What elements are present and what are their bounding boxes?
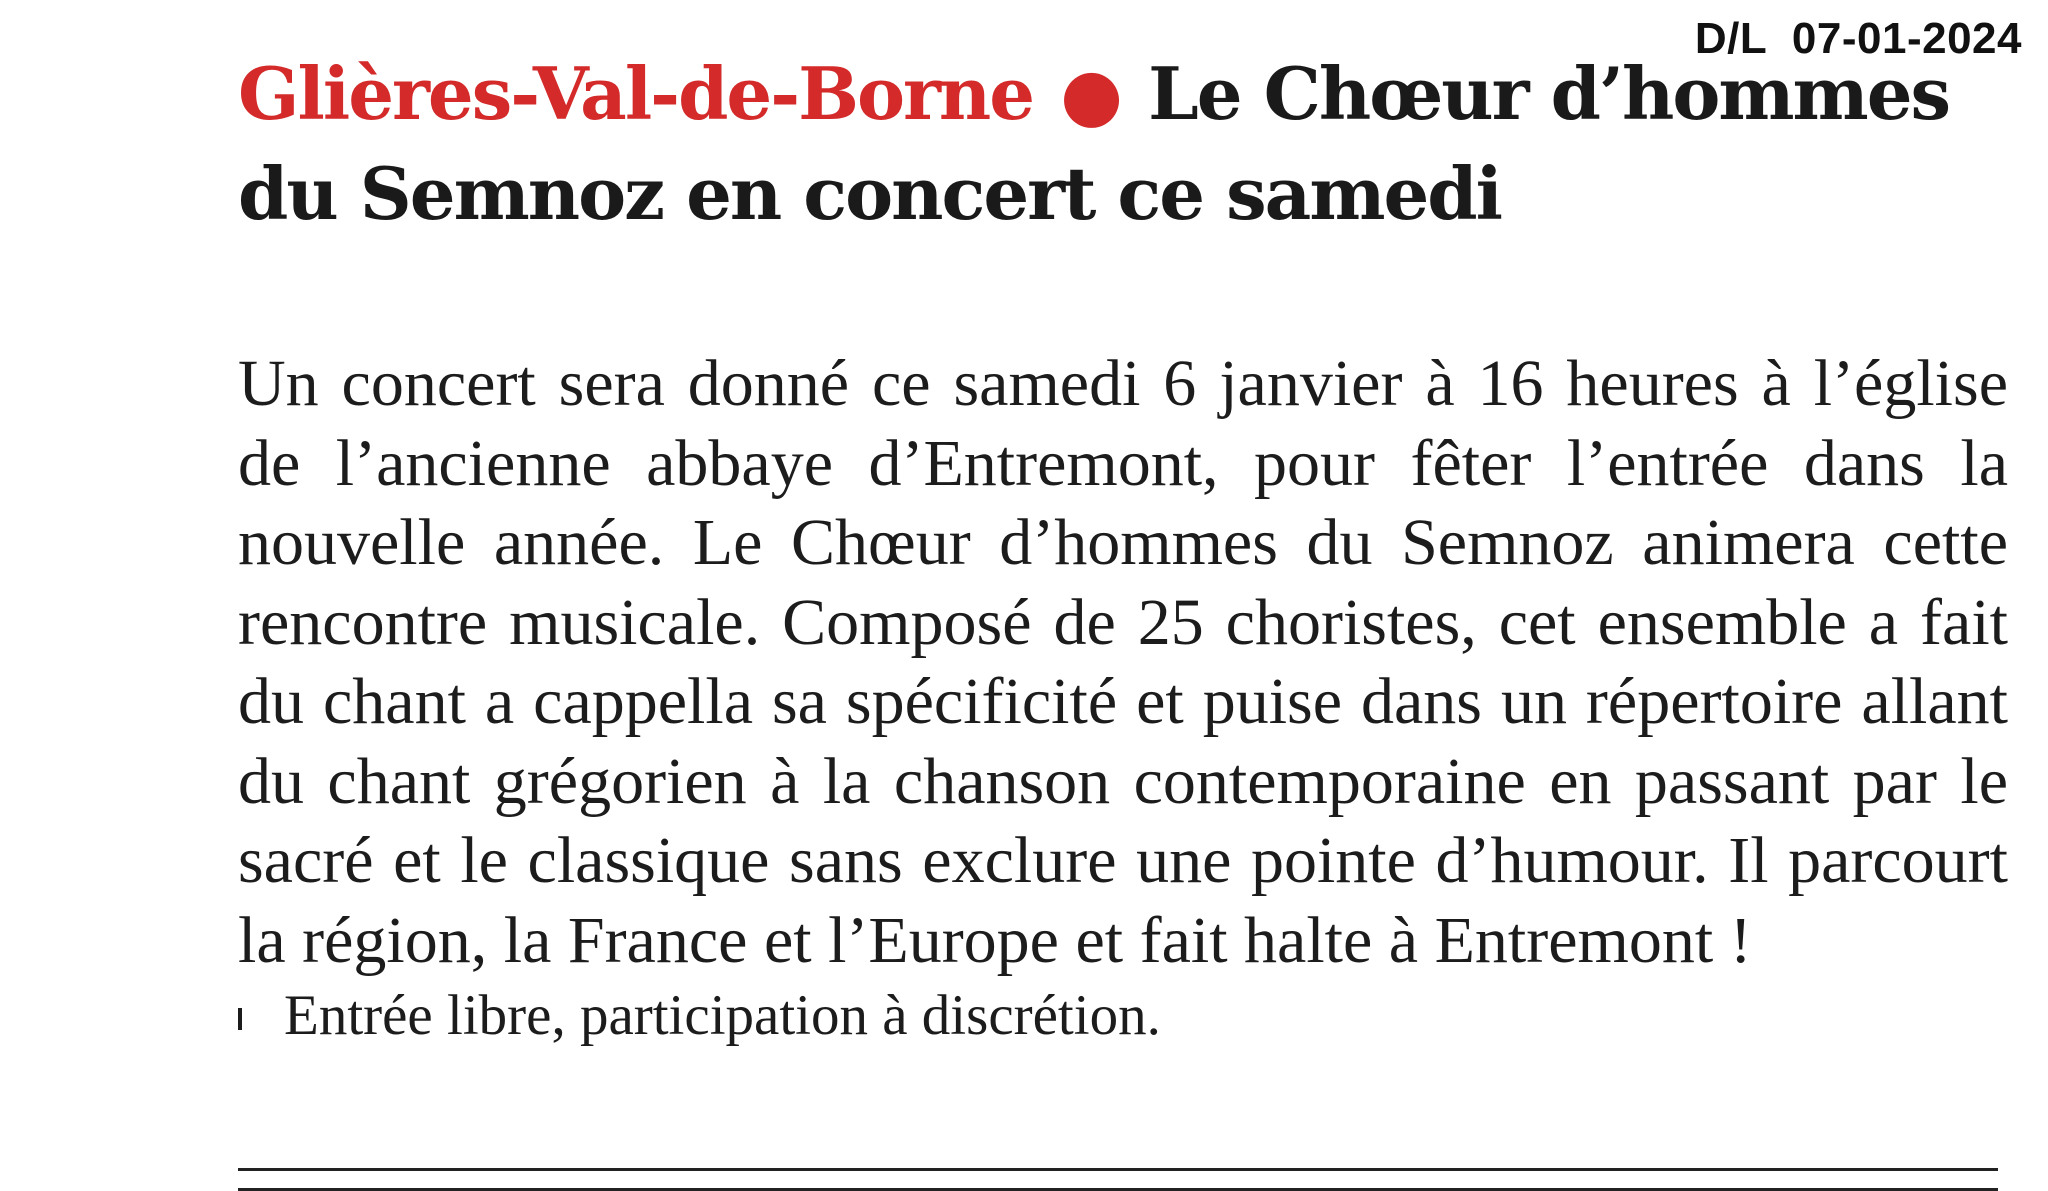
bullet-dot-icon: ● [1060,51,1121,136]
headline-location: Glières-Val-de-Borne [238,51,1034,136]
headline-title: Le Chœur d’hommes du Semnoz en concert ce samedi [238,51,1950,236]
article-body: Un concert sera donné ce samedi 6 janvier à 16 heures à l’église de l’ancienne abbaye d’Entremont, pour fêter l’entrée dans la nouvelle année. Le Chœur d’hommes du Semnoz animera cette rencontre musicale. Composé de 25 choristes, cet ensemble a fait du chant a cappella sa spécificité et puise dans un répertoire allant du chant grégorien à la chanson contemporaine en passant par le sacré et le classique sans exclure une pointe d’humour. Il parcourt la région, la France et l’Europe et fait halte à Entremont ! [238,347,2008,977]
info-marker-icon [238,1008,242,1030]
article-headline [238,44,2008,244]
source-date-stamp: D/L 07-01-2024 [1694,14,2022,63]
practical-info-text: Entrée libre, participation à discrétion. [284,984,1161,1047]
bottom-divider-line [238,1168,1998,1171]
news-article [238,44,2008,1052]
practical-info [238,980,2008,1052]
